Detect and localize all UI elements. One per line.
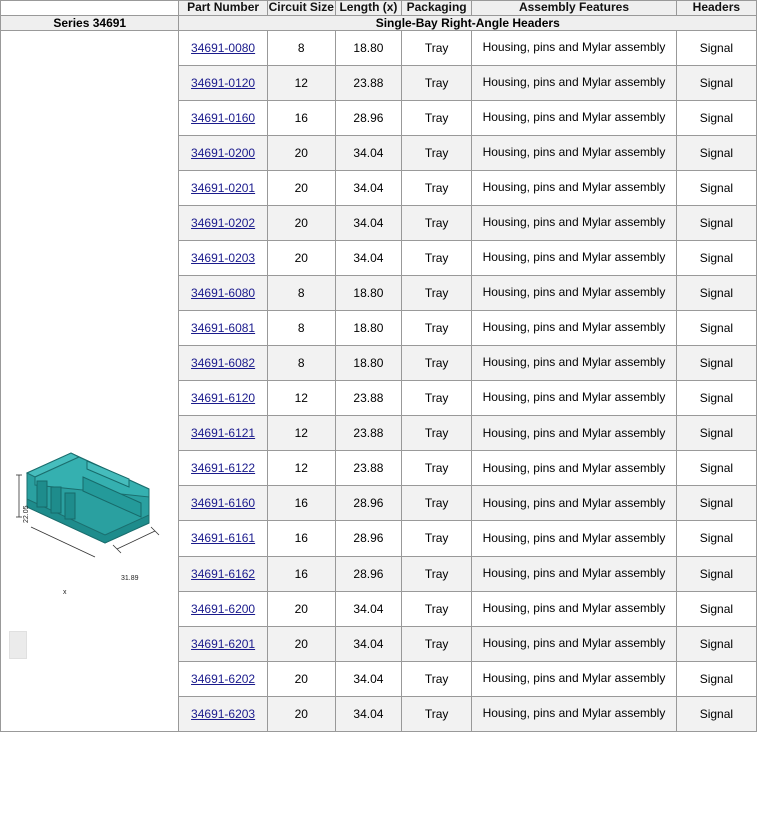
circuit-size-cell: 16 — [267, 486, 335, 521]
part-number-cell[interactable] — [179, 170, 267, 205]
length-cell: 34.04 — [335, 696, 401, 731]
part-number-cell[interactable] — [179, 521, 267, 556]
assembly-features-cell: Housing, pins and Mylar assembly — [472, 556, 677, 591]
circuit-size-cell: 20 — [267, 591, 335, 626]
packaging-cell: Tray — [402, 416, 472, 451]
packaging-cell: Tray — [402, 65, 472, 100]
assembly-features-cell: Housing, pins and Mylar assembly — [472, 206, 677, 241]
length-cell: 34.04 — [335, 241, 401, 276]
circuit-size-cell: 8 — [267, 276, 335, 311]
part-number-link[interactable]: 34691-6203 — [191, 706, 256, 721]
column-header-headers: Headers — [676, 1, 756, 16]
circuit-size-cell: 16 — [267, 521, 335, 556]
length-cell: 34.04 — [335, 206, 401, 241]
assembly-features-cell: Housing, pins and Mylar assembly — [472, 626, 677, 661]
section-label: Single-Bay Right-Angle Headers — [179, 15, 757, 30]
length-cell: 34.04 — [335, 661, 401, 696]
length-cell: 18.80 — [335, 346, 401, 381]
length-cell: 28.96 — [335, 521, 401, 556]
assembly-features-cell: Housing, pins and Mylar assembly — [472, 311, 677, 346]
header-type-cell: Signal — [676, 30, 756, 65]
packaging-cell: Tray — [402, 451, 472, 486]
packaging-cell: Tray — [402, 661, 472, 696]
length-cell: 34.04 — [335, 626, 401, 661]
part-number-cell[interactable] — [179, 661, 267, 696]
packaging-cell: Tray — [402, 346, 472, 381]
dimension-height-label: 22.05 — [23, 505, 30, 523]
length-cell: 23.88 — [335, 65, 401, 100]
dimension-x-label: x — [63, 588, 67, 596]
header-type-cell: Signal — [676, 311, 756, 346]
part-number-link[interactable]: 34691-6161 — [191, 531, 256, 546]
header-type-cell: Signal — [676, 451, 756, 486]
assembly-features-cell: Housing, pins and Mylar assembly — [472, 65, 677, 100]
header-type-cell: Signal — [676, 206, 756, 241]
part-number-cell[interactable] — [179, 486, 267, 521]
circuit-size-cell: 12 — [267, 416, 335, 451]
assembly-features-cell: Housing, pins and Mylar assembly — [472, 486, 677, 521]
column-header-length: Length (x) — [335, 1, 401, 16]
column-header-packaging: Packaging — [402, 1, 472, 16]
assembly-features-cell: Housing, pins and Mylar assembly — [472, 346, 677, 381]
part-number-cell[interactable] — [179, 100, 267, 135]
packaging-cell: Tray — [402, 696, 472, 731]
circuit-size-cell: 12 — [267, 65, 335, 100]
packaging-cell: Tray — [402, 170, 472, 205]
part-number-link[interactable]: 34691-6121 — [191, 426, 256, 441]
part-number-link[interactable]: 34691-0200 — [191, 145, 256, 160]
part-number-link[interactable]: 34691-0201 — [191, 181, 256, 195]
length-cell: 23.88 — [335, 451, 401, 486]
part-number-link[interactable]: 34691-0202 — [191, 216, 256, 231]
circuit-size-cell: 20 — [267, 661, 335, 696]
assembly-features-cell: Housing, pins and Mylar assembly — [472, 276, 677, 311]
header-type-cell: Signal — [676, 100, 756, 135]
part-number-cell[interactable] — [179, 346, 267, 381]
part-number-cell[interactable] — [179, 451, 267, 486]
circuit-size-cell: 20 — [267, 170, 335, 205]
header-type-cell: Signal — [676, 381, 756, 416]
part-number-cell[interactable] — [179, 381, 267, 416]
series-section-row — [1, 15, 757, 30]
part-number-link[interactable]: 34691-6081 — [191, 321, 256, 336]
circuit-size-cell: 12 — [267, 451, 335, 486]
part-number-link[interactable]: 34691-6201 — [191, 636, 256, 651]
part-number-link[interactable]: 34691-6202 — [191, 671, 256, 686]
circuit-size-cell: 20 — [267, 206, 335, 241]
column-header-assembly-features: Assembly Features — [472, 1, 677, 16]
table-head — [1, 1, 757, 16]
assembly-features-cell: Housing, pins and Mylar assembly — [472, 451, 677, 486]
circuit-size-cell: 8 — [267, 346, 335, 381]
column-header-circuit-size: Circuit Size — [268, 0, 334, 14]
part-number-cell[interactable] — [179, 276, 267, 311]
header-type-cell: Signal — [676, 661, 756, 696]
part-number-cell[interactable] — [179, 626, 267, 661]
connector-drawing-icon — [9, 431, 169, 561]
table-row — [1, 30, 757, 65]
assembly-features-cell: Housing, pins and Mylar assembly — [472, 135, 677, 170]
part-number-cell[interactable] — [179, 556, 267, 591]
header-type-cell: Signal — [676, 521, 756, 556]
circuit-size-cell: 20 — [267, 135, 335, 170]
part-number-link[interactable]: 34691-6120 — [191, 391, 256, 406]
part-number-cell[interactable] — [179, 135, 267, 170]
assembly-features-cell: Housing, pins and Mylar assembly — [472, 381, 677, 416]
length-cell: 23.88 — [335, 381, 401, 416]
part-number-cell[interactable] — [179, 65, 267, 100]
assembly-features-cell: Housing, pins and Mylar assembly — [472, 30, 677, 65]
length-cell: 23.88 — [335, 416, 401, 451]
part-number-link[interactable]: 34691-6200 — [191, 601, 256, 616]
part-number-link[interactable]: 34691-0080 — [191, 40, 256, 55]
circuit-size-cell: 20 — [267, 241, 335, 276]
assembly-features-cell: Housing, pins and Mylar assembly — [472, 100, 677, 135]
circuit-size-cell: 12 — [267, 381, 335, 416]
column-header-blank — [1, 1, 179, 16]
part-number-link[interactable]: 34691-6080 — [191, 286, 256, 301]
header-type-cell: Signal — [676, 135, 756, 170]
header-type-cell: Signal — [676, 416, 756, 451]
circuit-size-cell: 20 — [267, 696, 335, 731]
assembly-features-cell: Housing, pins and Mylar assembly — [472, 170, 677, 205]
assembly-features-cell: Housing, pins and Mylar assembly — [472, 241, 677, 276]
length-cell: 28.96 — [335, 100, 401, 135]
length-cell: 18.80 — [335, 276, 401, 311]
assembly-features-cell: Housing, pins and Mylar assembly — [472, 521, 677, 556]
packaging-cell: Tray — [402, 381, 472, 416]
part-number-link[interactable]: 34691-6122 — [191, 461, 256, 476]
packaging-cell: Tray — [402, 521, 472, 556]
assembly-features-cell: Housing, pins and Mylar assembly — [472, 591, 677, 626]
part-number-cell[interactable] — [179, 696, 267, 731]
packaging-cell: Tray — [402, 591, 472, 626]
column-header-part-number: Part Number — [179, 1, 267, 16]
header-type-cell: Signal — [676, 241, 756, 276]
packaging-cell: Tray — [402, 556, 472, 591]
assembly-features-cell: Housing, pins and Mylar assembly — [472, 696, 677, 731]
length-cell: 34.04 — [335, 170, 401, 205]
part-number-link[interactable]: 34691-6160 — [191, 496, 256, 511]
circuit-size-cell: 16 — [267, 100, 335, 135]
length-cell: 34.04 — [335, 591, 401, 626]
packaging-cell: Tray — [402, 626, 472, 661]
assembly-features-cell: Housing, pins and Mylar assembly — [472, 661, 677, 696]
page-side-tab — [9, 631, 27, 659]
length-cell: 34.04 — [335, 135, 401, 170]
length-cell: 18.80 — [335, 30, 401, 65]
part-number-cell[interactable] — [179, 206, 267, 241]
header-type-cell: Signal — [676, 556, 756, 591]
circuit-size-cell: 8 — [267, 311, 335, 346]
part-number-cell[interactable] — [179, 416, 267, 451]
drawing-wrap — [1, 141, 177, 621]
assembly-features-cell: Housing, pins and Mylar assembly — [472, 416, 677, 451]
series-label: Series 34691 — [1, 15, 179, 30]
header-type-cell: Signal — [676, 170, 756, 205]
table-body — [1, 15, 757, 731]
part-number-link[interactable]: 34691-6082 — [191, 356, 256, 371]
part-number-cell[interactable] — [179, 591, 267, 626]
circuit-size-cell: 16 — [267, 556, 335, 591]
packaging-cell: Tray — [402, 311, 472, 346]
part-number-link[interactable]: 34691-0120 — [191, 75, 256, 90]
packaging-cell: Tray — [402, 30, 472, 65]
part-number-cell[interactable] — [179, 30, 267, 65]
header-type-cell: Signal — [676, 65, 756, 100]
part-number-cell[interactable] — [179, 311, 267, 346]
packaging-cell: Tray — [402, 206, 472, 241]
circuit-size-cell: 8 — [267, 30, 335, 65]
packaging-cell: Tray — [402, 276, 472, 311]
packaging-cell: Tray — [402, 241, 472, 276]
table-header-row — [1, 1, 757, 16]
packaging-cell: Tray — [402, 100, 472, 135]
part-number-link[interactable]: 34691-0203 — [191, 251, 256, 266]
circuit-size-cell: 20 — [267, 626, 335, 661]
length-cell: 28.96 — [335, 556, 401, 591]
header-type-cell: Signal — [676, 696, 756, 731]
part-number-link[interactable]: 34691-6162 — [191, 566, 256, 581]
header-type-cell: Signal — [676, 346, 756, 381]
packaging-cell: Tray — [402, 135, 472, 170]
length-cell: 28.96 — [335, 486, 401, 521]
header-type-cell: Signal — [676, 626, 756, 661]
part-number-link[interactable]: 34691-0160 — [191, 110, 256, 125]
product-drawing-cell — [1, 30, 179, 731]
header-type-cell: Signal — [676, 276, 756, 311]
length-cell: 18.80 — [335, 311, 401, 346]
header-type-cell: Signal — [676, 591, 756, 626]
part-number-cell[interactable] — [179, 241, 267, 276]
header-type-cell: Signal — [676, 486, 756, 521]
dimension-width-label: 31.89 — [121, 574, 139, 582]
packaging-cell: Tray — [402, 486, 472, 521]
